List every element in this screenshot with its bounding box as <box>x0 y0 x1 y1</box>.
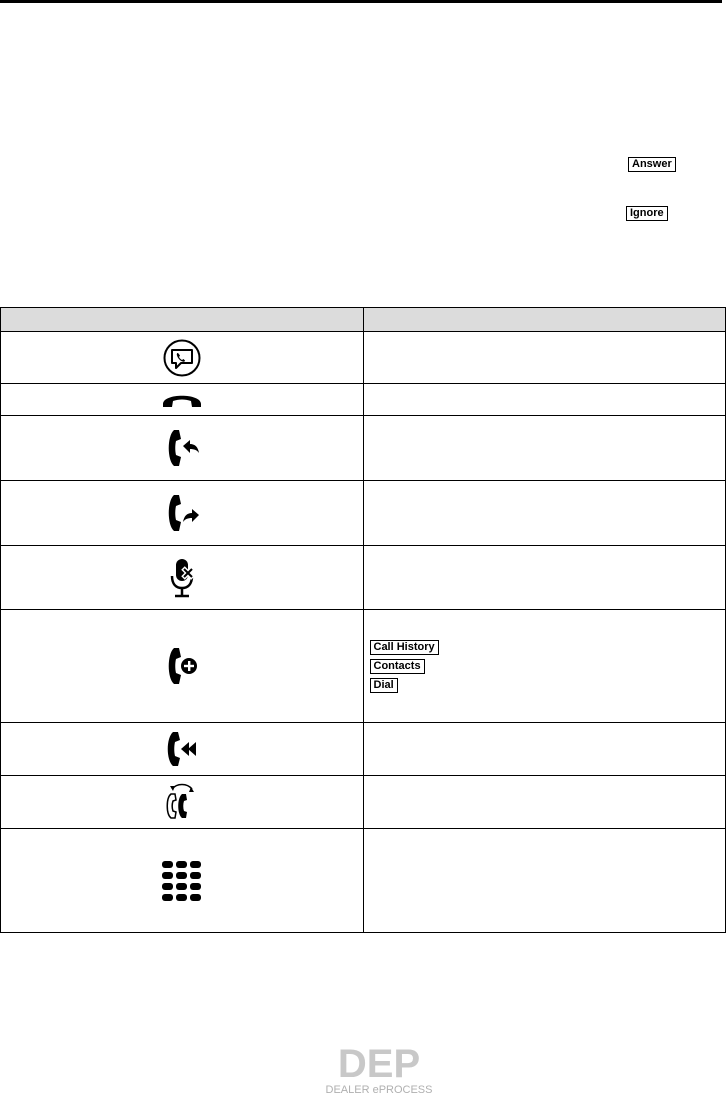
description-cell <box>363 332 726 384</box>
icon-cell <box>1 481 364 546</box>
call-history-button[interactable]: Call History <box>370 640 439 655</box>
description-cell <box>363 723 726 776</box>
answer-button[interactable]: Answer <box>628 157 676 172</box>
icon-cell <box>1 546 364 610</box>
table-header-row <box>1 308 726 332</box>
icon-cell <box>1 384 364 416</box>
end-call-icon <box>160 390 204 410</box>
merge-calls-icon <box>162 729 202 769</box>
table-row <box>1 546 726 610</box>
description-cell <box>363 546 726 610</box>
icon-column-header <box>1 308 364 332</box>
table-row <box>1 776 726 829</box>
table-row <box>1 481 726 546</box>
table-row <box>1 416 726 481</box>
phone-function-table <box>0 307 726 933</box>
ignore-button[interactable]: Ignore <box>626 206 668 221</box>
description-cell <box>363 384 726 416</box>
table-row <box>1 384 726 416</box>
description-cell <box>363 416 726 481</box>
contacts-button[interactable]: Contacts <box>370 659 425 674</box>
description-cell <box>363 776 726 829</box>
description-cell <box>363 829 726 933</box>
table-row <box>1 610 726 723</box>
transfer-call-icon <box>162 491 202 535</box>
table-row <box>1 723 726 776</box>
logo-mark: DEP <box>337 1042 421 1086</box>
mute-microphone-icon <box>166 556 198 600</box>
top-rule <box>0 0 722 3</box>
message-phone-icon <box>162 338 202 378</box>
description-cell <box>363 481 726 546</box>
icon-cell <box>1 829 364 933</box>
description-column-header <box>363 308 726 332</box>
icon-cell <box>1 723 364 776</box>
swap-calls-icon <box>162 779 202 825</box>
description-cell <box>363 610 726 723</box>
logo-subtext: DEALER ePROCESS <box>325 1084 433 1096</box>
dial-button[interactable]: Dial <box>370 678 398 693</box>
icon-cell <box>1 776 364 829</box>
table-row <box>1 332 726 384</box>
table-row <box>1 829 726 933</box>
keypad-icon <box>160 859 204 903</box>
incoming-call-icon <box>162 426 202 470</box>
add-call-options <box>370 632 726 701</box>
add-call-icon <box>162 644 202 688</box>
icon-cell <box>1 610 364 723</box>
icon-cell <box>1 332 364 384</box>
dealer-eprocess-logo <box>311 1041 447 1097</box>
icon-cell <box>1 416 364 481</box>
